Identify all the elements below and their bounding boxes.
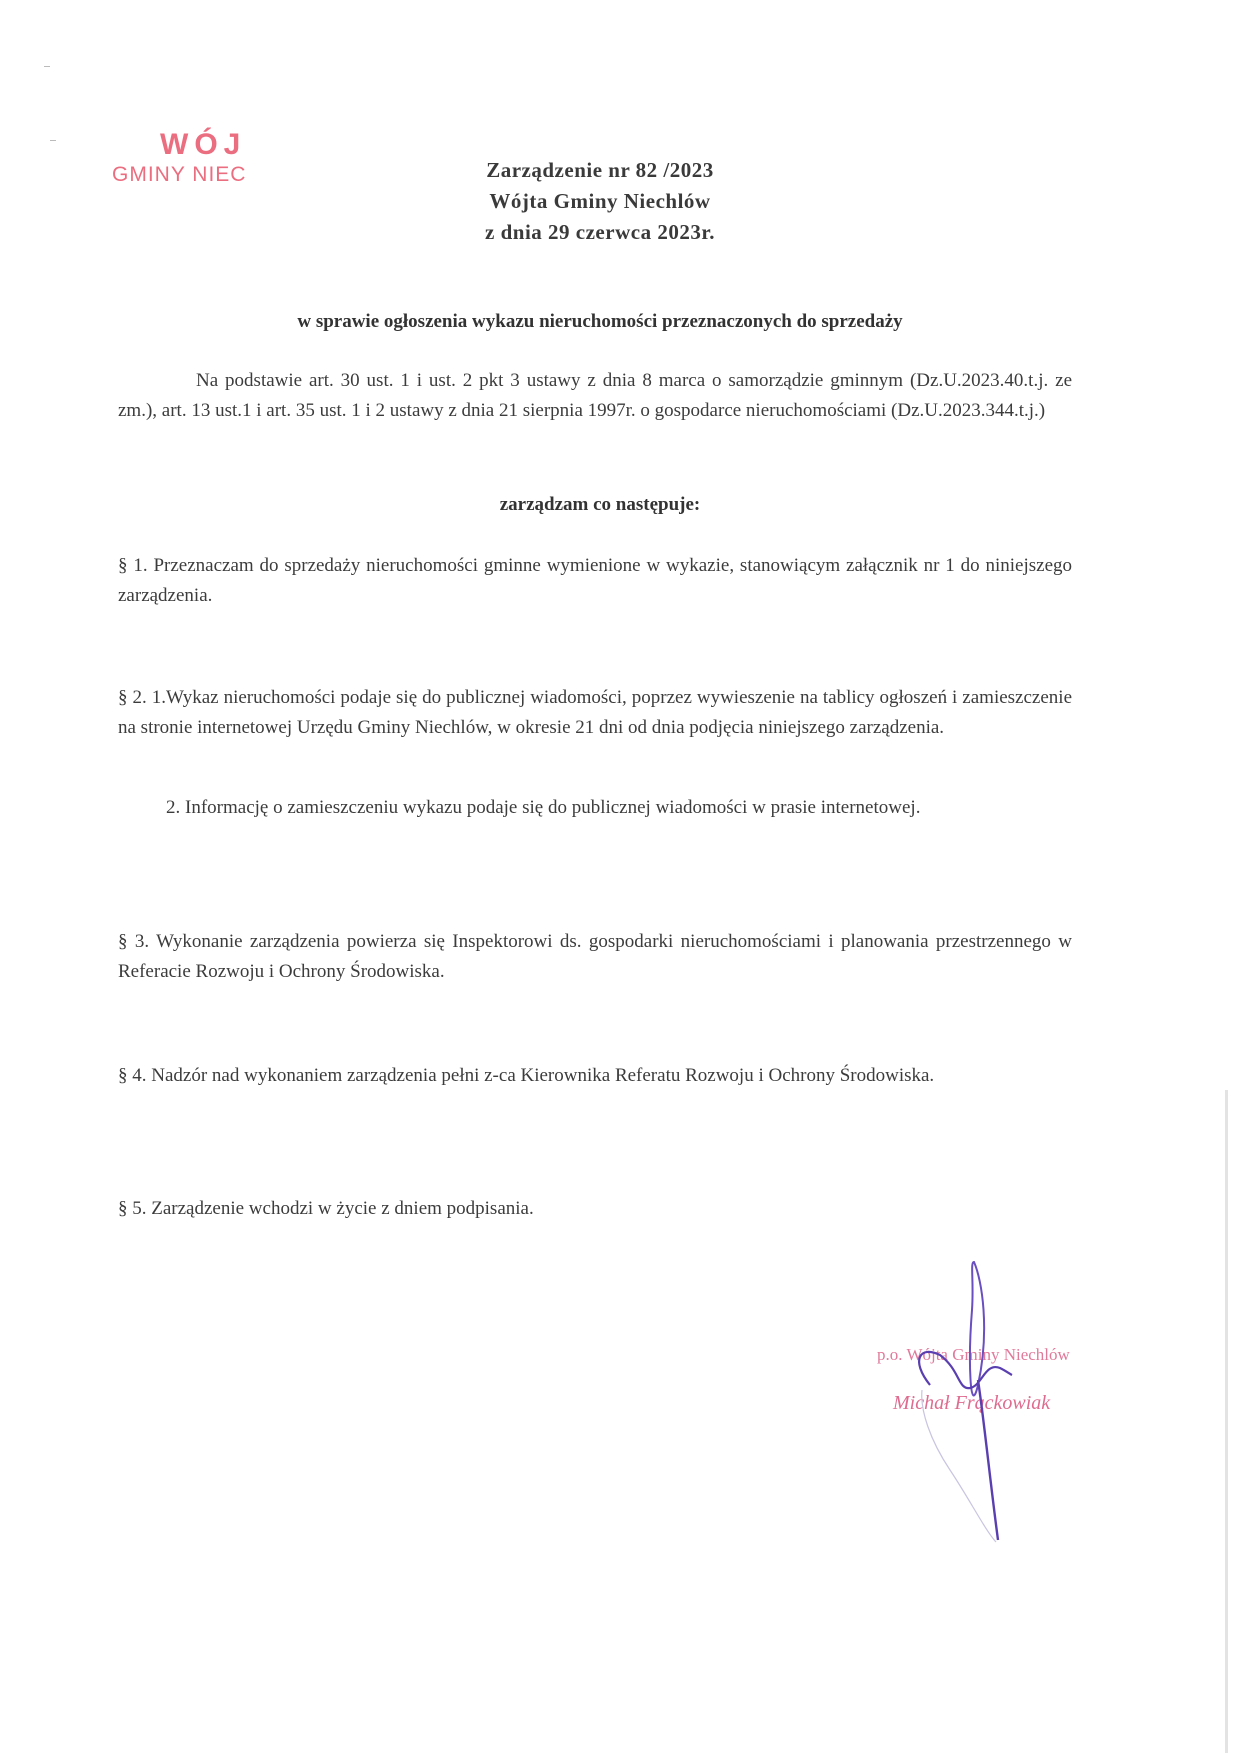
- section-2-point-2: 2. Informację o zamieszczeniu wykazu podaje się do publicznej wiadomości w prasie internetowej.: [166, 797, 921, 818]
- document-subject: w sprawie ogłoszenia wykazu nieruchomości przeznaczonych do sprzedaży: [297, 311, 903, 332]
- section-3: § 3. Wykonanie zarządzenia powierza się Inspektorowi ds. gospodarki nieruchomościami i planowania przestrzennego w Referacie Rozwoju i Ochrony Środowiska.: [118, 931, 1072, 982]
- office-stamp-bottom: GMINY NIEC: [112, 163, 247, 186]
- legal-basis-paragraph: Na podstawie art. 30 ust. 1 i ust. 2 pkt 3 ustawy z dnia 8 marca o samorządzie gminnym (Dz.U.2023.40.t.j. ze zm.), art. 13 ust.1 i art. 35 ust. 1 i 2 ustawy z dnia 21 sierpnia 1997r. o gospodarce nieruchomościami (Dz.U.2023.344.t.j.): [118, 370, 1072, 421]
- scan-edge-shadow: [1225, 1090, 1228, 1753]
- section-1: § 1. Przeznaczam do sprzedaży nieruchomości gminne wymienione w wykazie, stanowiącym załącznik nr 1 do niniejszego zarządzenia.: [118, 555, 1072, 606]
- scan-mark: [50, 140, 56, 141]
- signature-stroke: [978, 1380, 998, 1540]
- section-4: § 4. Nadzór nad wykonaniem zarządzenia pełni z-ca Kierownika Referatu Rozwoju i Ochrony Środowiska.: [118, 1065, 935, 1086]
- section-5: § 5. Zarządzenie wchodzi w życie z dniem podpisania.: [118, 1198, 534, 1219]
- scan-mark: [44, 66, 50, 67]
- document-title: Zarządzenie nr 82 /2023: [486, 158, 714, 182]
- signature-stroke: [922, 1390, 996, 1542]
- document-issuer: Wójta Gminy Niechlów: [489, 189, 711, 213]
- section-2-point-1: § 2. 1.Wykaz nieruchomości podaje się do publicznej wiadomości, poprzez wywieszenie na tablicy ogłoszeń i zamieszczenie na stronie internetowej Urzędu Gminy Niechlów, w okresie 21 dni od dnia podjęcia niniejszego zarządzenia.: [118, 687, 1072, 738]
- office-stamp-top: WÓJ: [160, 128, 247, 161]
- signature-stroke: [970, 1262, 984, 1395]
- document-date: z dnia 29 czerwca 2023r.: [485, 220, 715, 244]
- signatory-role-stamp: p.o. Wójta Gminy Niechlów: [877, 1345, 1070, 1364]
- signatory-name-stamp: Michał Frąckowiak: [893, 1392, 1051, 1414]
- handwritten-signature: [850, 1250, 1110, 1560]
- decree-heading: zarządzam co następuje:: [499, 494, 701, 515]
- signature-stroke: [919, 1352, 1012, 1388]
